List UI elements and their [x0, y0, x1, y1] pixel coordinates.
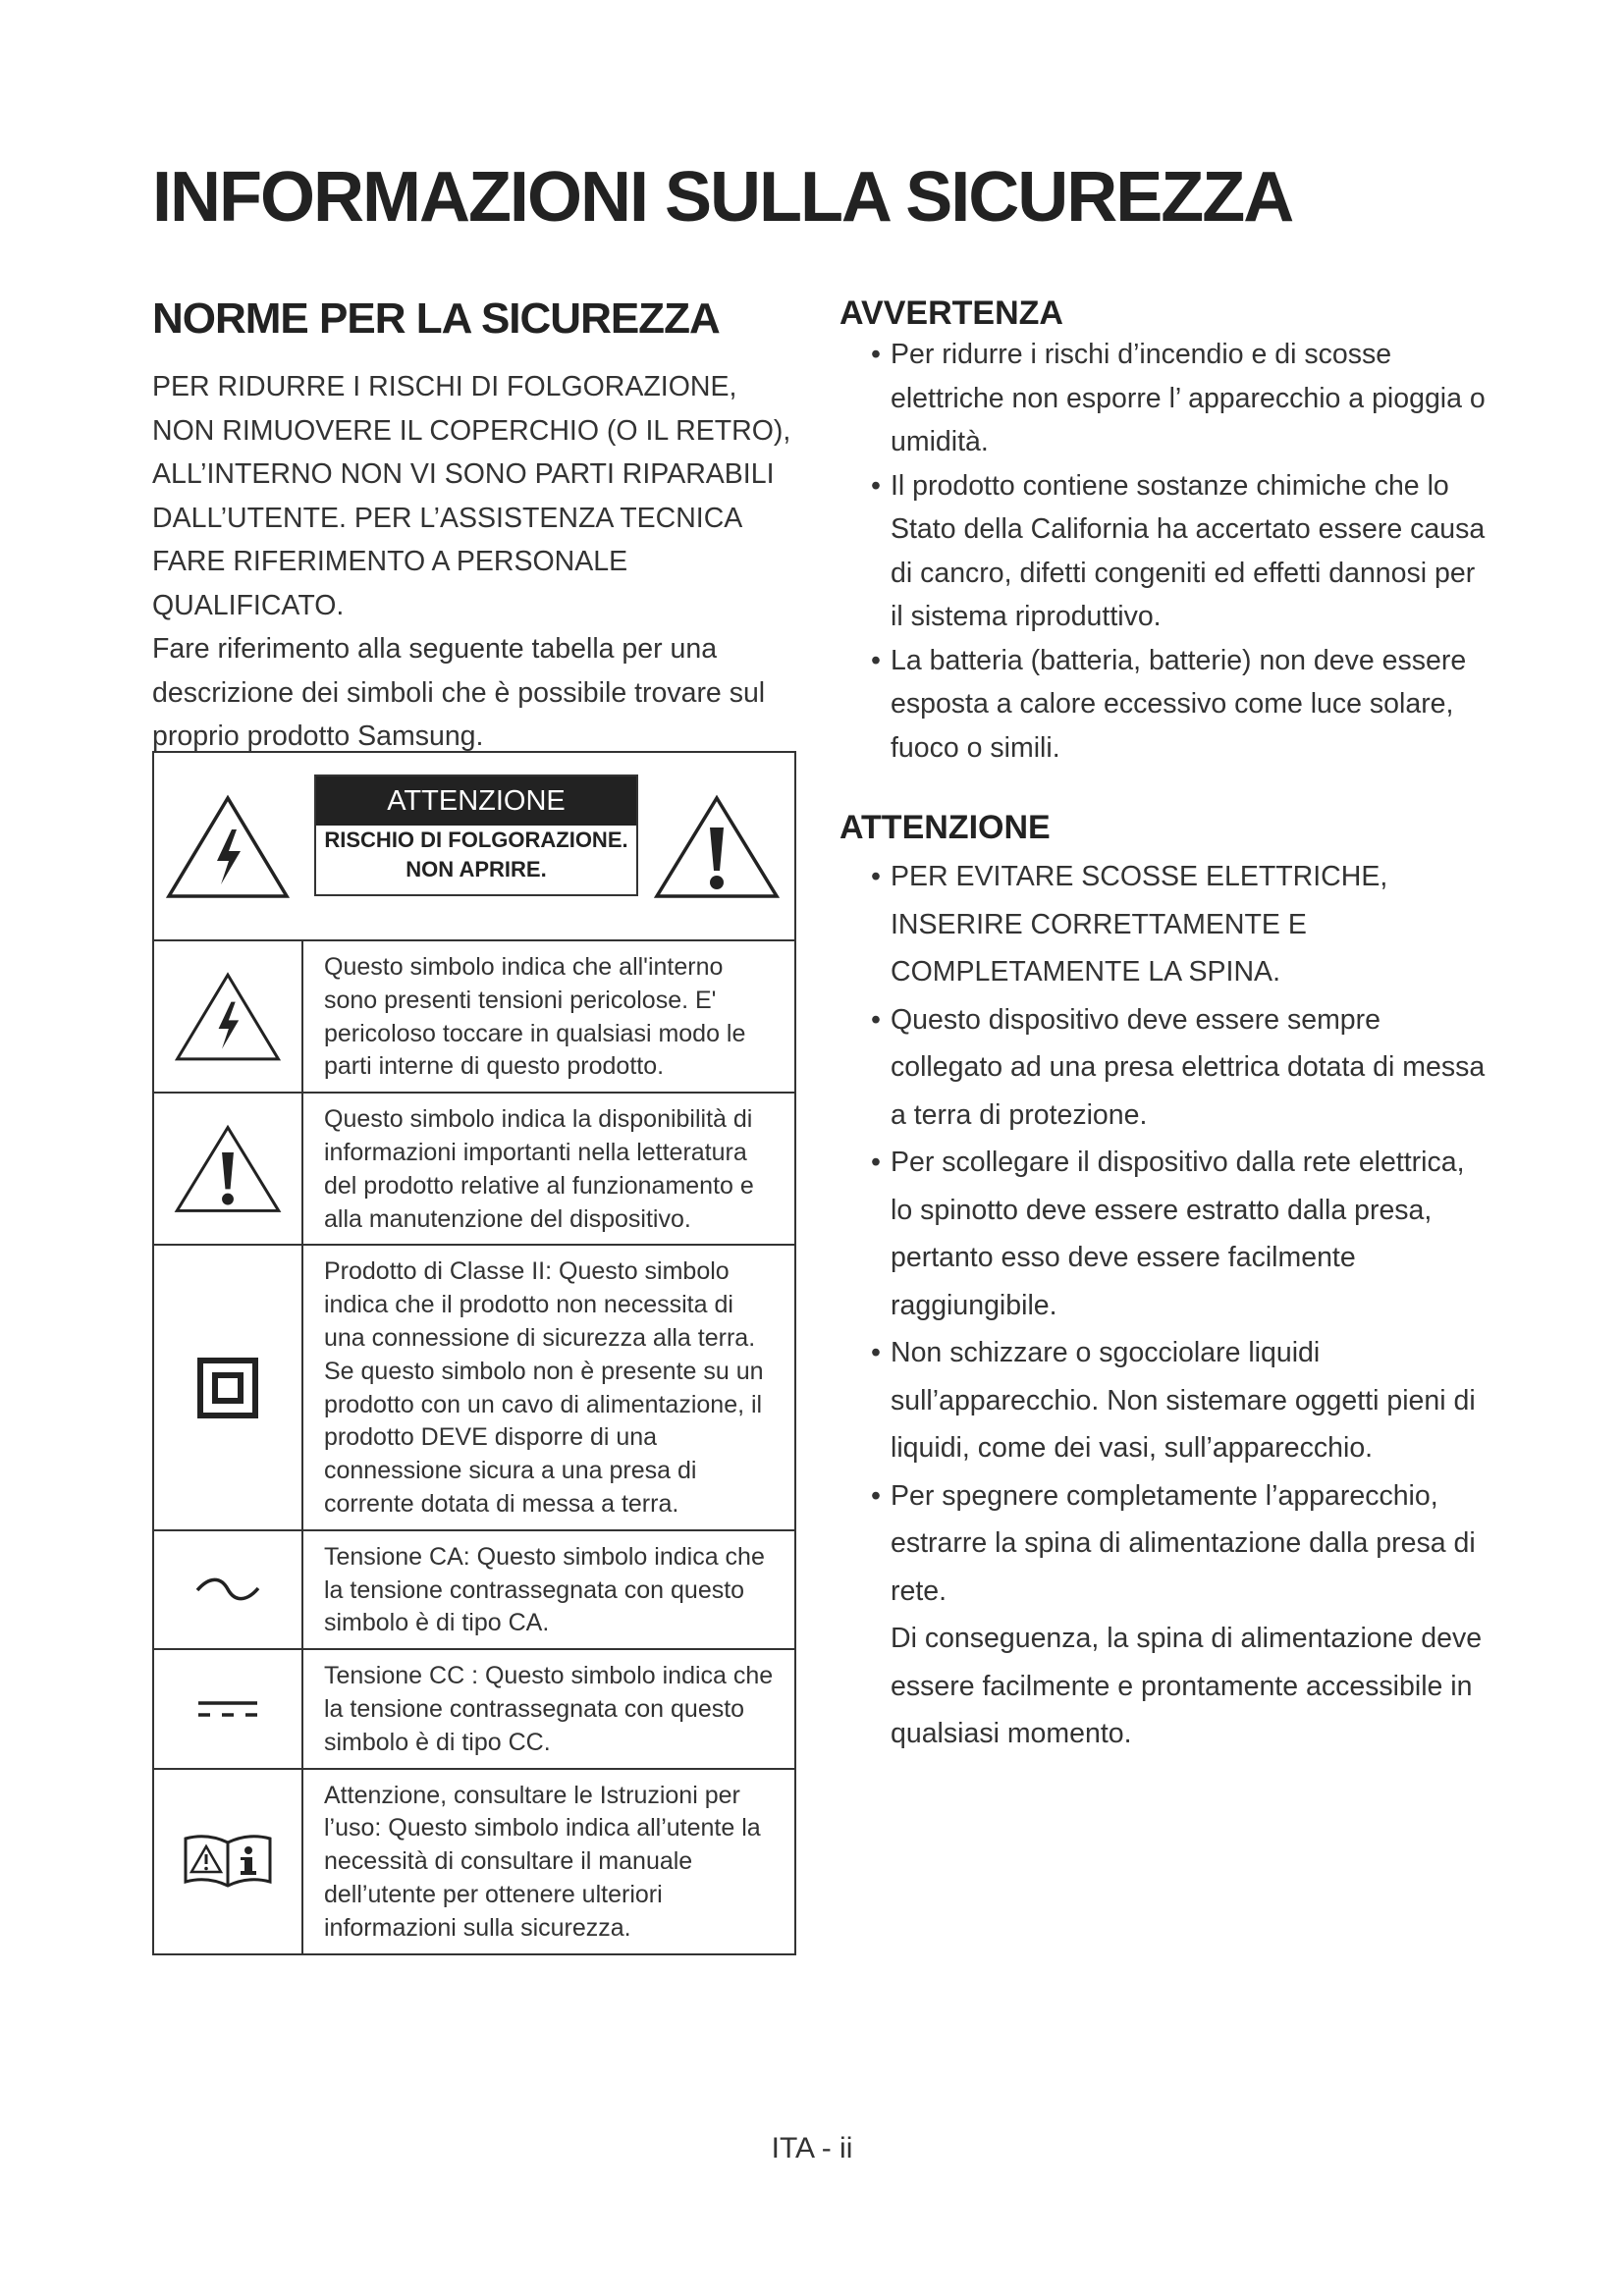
list-item: • Questo dispositivo deve essere sempre collegato ad una presa elettrica dotata di messa a terra di protezione.: [839, 996, 1488, 1140]
page-number: ITA - ii: [771, 2132, 853, 2164]
symbol-row: [154, 1246, 794, 1530]
warning-list: [839, 333, 1488, 770]
caution-label-line: RISCHIO DI FOLGORAZIONE.: [324, 828, 628, 852]
lightning-triangle-icon: [164, 792, 292, 902]
list-item: • Per ridurre i rischi d’incendio e di scosse elettriche non esporre l’ apparecchio a pioggia o umidità.: [839, 333, 1488, 464]
symbol-row: [154, 1094, 794, 1246]
list-item: • PER EVITARE SCOSSE ELETTRICHE, INSERIRE CORRETTAMENTE E COMPLETAMENTE LA SPINA.: [839, 853, 1488, 996]
double-square-icon: [196, 1357, 259, 1419]
caution-label-title: ATTENZIONE: [316, 776, 636, 826]
intro-paragraph: Fare riferimento alla seguente tabella per una descrizione dei simboli che è possibile trovare sul proprio prodotto Samsung.: [152, 633, 766, 752]
list-item: • Non schizzare o sgocciolare liquidi sull’apparecchio. Non sistemare oggetti pieni di liquidi, come dei vasi, sull’apparecchio.: [839, 1329, 1488, 1472]
caution-label-line: NON APRIRE.: [406, 857, 547, 881]
dc-current-icon: [196, 1696, 259, 1722]
symbol-description: Tensione CA: Questo simbolo indica che la tensione contrassegnata con questo simbolo è di tipo CA.: [324, 1542, 765, 1637]
safety-rules-section: [152, 294, 800, 759]
symbol-description: Prodotto di Classe II: Questo simbolo indica che il prodotto non necessita di una connessione di sicurezza alla terra. Se questo simbolo non è presente su un prodotto con un cavo di alimentazione, il prodotto DEVE disporre di una connessione sicura a una presa di corrente dotata di messa a terra.: [324, 1257, 764, 1518]
ac-wave-icon: [193, 1575, 262, 1604]
list-item: • Il prodotto contiene sostanze chimiche che lo Stato della California ha accertato essere causa di cancro, difetti congeniti ed effetti dannosi per il sistema riproduttivo.: [839, 464, 1488, 639]
symbols-table: [152, 751, 796, 1955]
symbol-row: [154, 941, 794, 1094]
symbol-row: [154, 1650, 794, 1769]
lightning-triangle-icon: [173, 970, 283, 1064]
symbol-description: Questo simbolo indica che all'interno sono presenti tensioni pericolose. E' pericoloso toccare in qualsiasi modo le parti interne di questo prodotto.: [324, 953, 746, 1081]
table-header-row: [154, 753, 794, 941]
symbol-description: Tensione CC : Questo simbolo indica che la tensione contrassegnata con questo simbolo è di tipo CC.: [324, 1662, 774, 1756]
caution-title: ATTENZIONE: [839, 809, 1051, 846]
caution-label: [314, 774, 638, 896]
symbol-description: Attenzione, consultare le Istruzioni per l’uso: Questo simbolo indica all’utente la necessità di consultare il manuale dell’utente per ottenere ulteriori informazioni sulla sicurezza.: [324, 1781, 761, 1942]
caution-extra-paragraph: Di conseguenza, la spina di alimentazione deve essere facilmente e prontamente accessibile in qualsiasi momento.: [891, 1623, 1483, 1749]
manual-info-icon: [182, 1831, 274, 1892]
warnings-section: [839, 294, 1488, 1758]
list-item: • La batteria (batteria, batterie) non deve essere esposta a calore eccessivo come luce solare, fuoco o simili.: [839, 639, 1488, 771]
list-item: • Per scollegare il dispositivo dalla rete elettrica, lo spinotto deve essere estratto dalla presa, pertanto esso deve essere facilmente raggiungibile.: [839, 1139, 1488, 1329]
page-title: INFORMAZIONI SULLA SICUREZZA: [152, 158, 1293, 237]
shock-warning-paragraph: PER RIDURRE I RISCHI DI FOLGORAZIONE, NON RIMUOVERE IL COPERCHIO (O IL RETRO), ALL’INTERNO NON VI SONO PARTI RIPARABILI DALL’UTENTE. PER L’ASSISTENZA TECNICA FARE RIFERIMENTO A PERSONALE QUALIFICATO.: [152, 371, 791, 621]
list-item: • Per spegnere completamente l’apparecchio, estrarre la spina di alimentazione dalla presa di rete.: [839, 1472, 1488, 1616]
exclamation-triangle-icon: [652, 792, 782, 902]
section-title: NORME PER LA SICUREZZA: [152, 294, 720, 343]
caution-list: [839, 853, 1488, 1615]
warning-title: AVVERTENZA: [839, 294, 1063, 332]
exclamation-triangle-icon: [173, 1122, 283, 1216]
symbol-row: [154, 1770, 794, 1953]
symbol-description: Questo simbolo indica la disponibilità di informazioni importanti nella letteratura del prodotto relative al funzionamento e alla manutenzione del dispositivo.: [324, 1105, 754, 1233]
symbol-row: [154, 1531, 794, 1650]
